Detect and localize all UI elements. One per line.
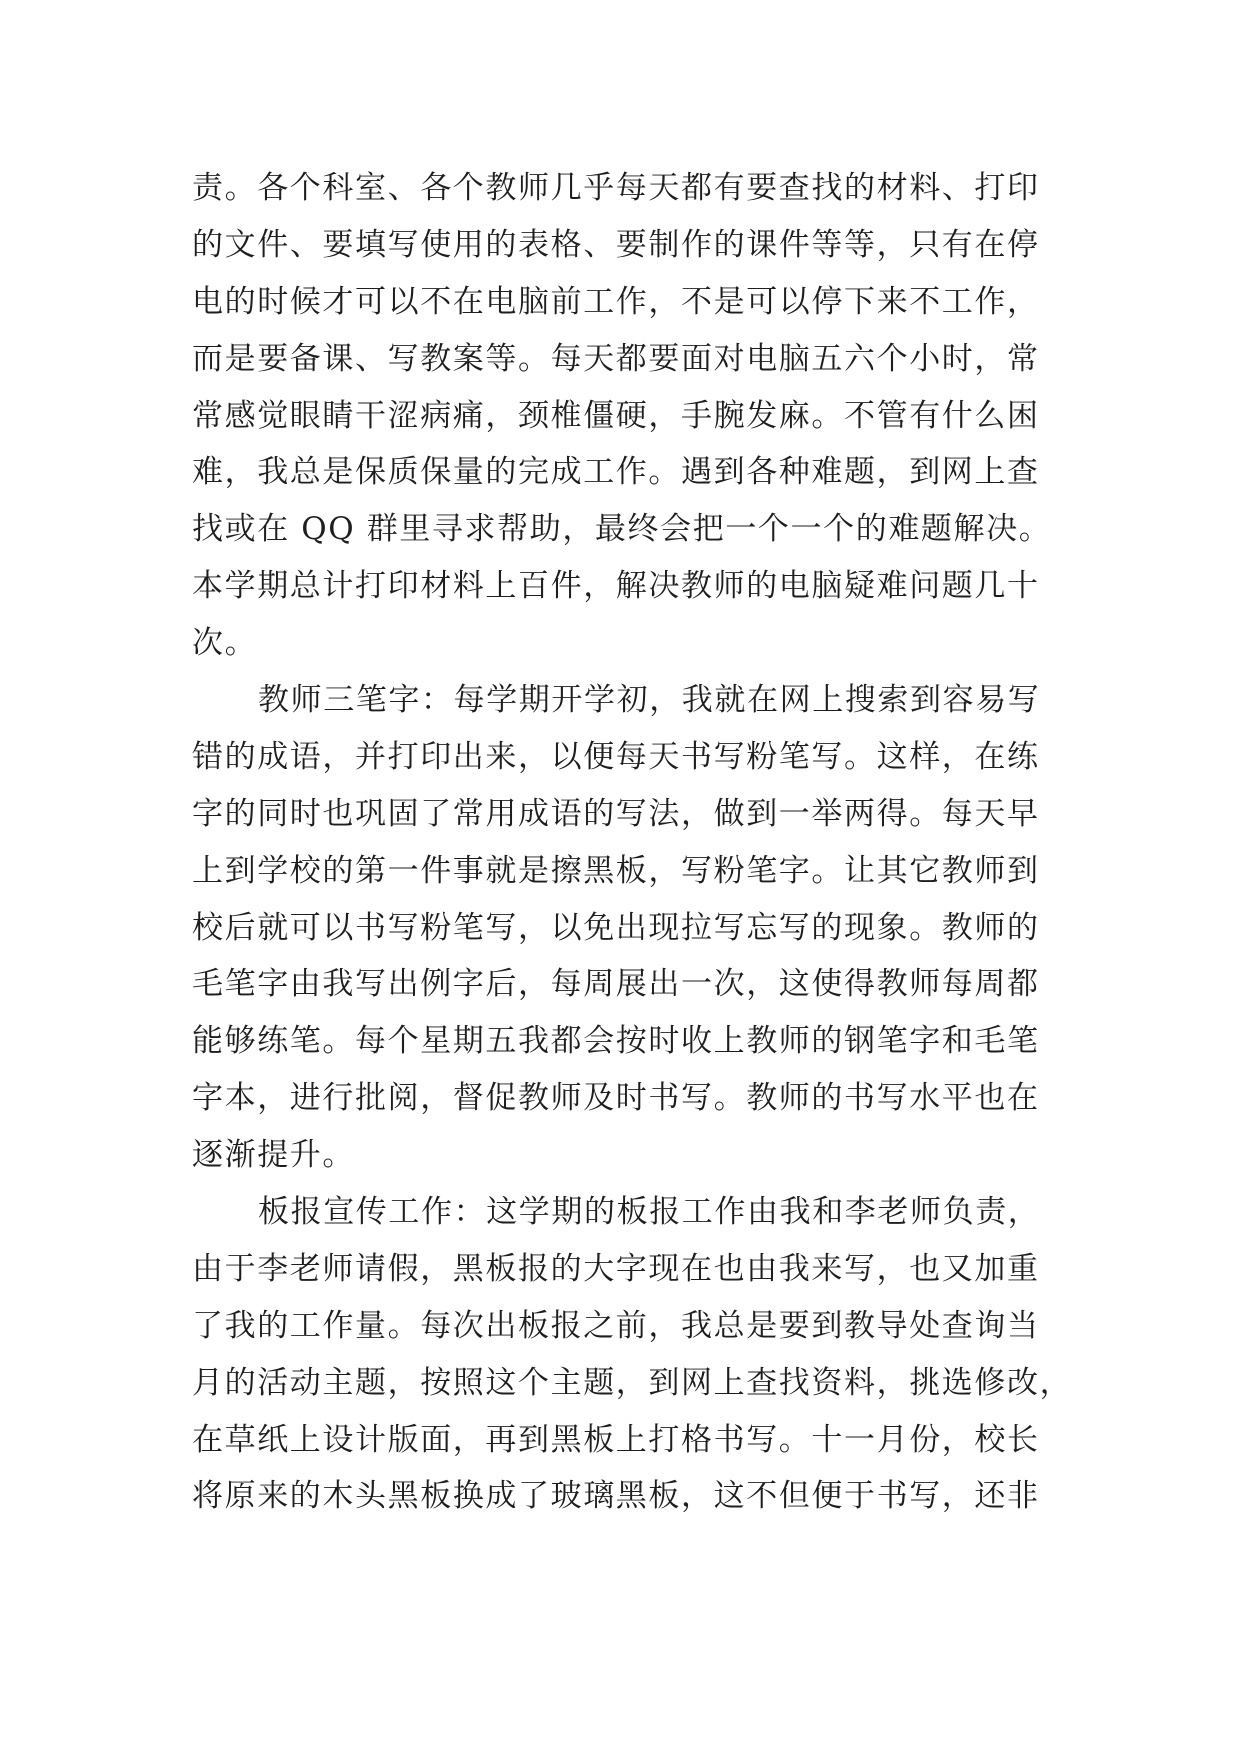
paragraph	[192, 672, 1068, 1184]
text-line: 了我的工作量。每次出板报之前，我总是要到教导处查询当	[192, 1307, 1040, 1344]
paragraph	[192, 1184, 1073, 1525]
text-line: 校后就可以书写粉笔写，以免出现拉写忘写的现象。教师的	[192, 909, 1040, 946]
text-line: 而是要备课、写教案等。每天都要面对电脑五六个小时，常	[192, 340, 1040, 377]
text-line: 逐渐提升。	[192, 1137, 355, 1174]
text-line: 字本，进行批阅，督促教师及时书写。教师的书写水平也在	[192, 1080, 1040, 1117]
text-line: 找或在 QQ 群里寻求帮助，最终会把一个一个的难题解决。	[192, 511, 1052, 548]
text-line: 月的活动主题，按照这个主题，到网上查找资料，挑选修改，	[192, 1364, 1073, 1401]
text-line: 次。	[192, 625, 258, 662]
text-line: 责。各个科室、各个教师几乎每天都有要查找的材料、打印	[192, 170, 1040, 206]
text-line: 由于李老师请假，黑板报的大字现在也由我来写，也又加重	[192, 1250, 1040, 1287]
text-line: 板报宣传工作：这学期的板报工作由我和李老师负责，	[258, 1194, 1041, 1231]
text-line: 将原来的木头黑板换成了玻璃黑板，这不但便于书写，还非	[192, 1478, 1040, 1515]
text-line: 电的时候才可以不在电脑前工作，不是可以停下来不工作，	[192, 283, 1040, 320]
text-line: 上到学校的第一件事就是擦黑板，写粉笔字。让其它教师到	[192, 852, 1040, 889]
body-text	[192, 160, 1073, 1525]
text-line: 难，我总是保质保量的完成工作。遇到各种难题，到网上查	[192, 454, 1040, 491]
text-line: 常感觉眼睛干涩病痛，颈椎僵硬，手腕发麻。不管有什么困	[192, 397, 1040, 434]
text-line: 错的成语，并打印出来，以便每天书写粉笔写。这样，在练	[192, 738, 1040, 775]
text-line: 本学期总计打印材料上百件，解决教师的电脑疑难问题几十	[192, 568, 1040, 605]
text-line: 能够练笔。每个星期五我都会按时收上教师的钢笔字和毛笔	[192, 1023, 1040, 1060]
text-line: 教师三笔字：每学期开学初，我就在网上搜索到容易写	[258, 682, 1041, 719]
text-line: 的文件、要填写使用的表格、要制作的课件等等，只有在停	[192, 226, 1040, 263]
text-line: 毛笔字由我写出例字后，每周展出一次，这使得教师每周都	[192, 966, 1040, 1003]
text-line: 字的同时也巩固了常用成语的写法，做到一举两得。每天早	[192, 795, 1040, 832]
text-line: 在草纸上设计版面，再到黑板上打格书写。十一月份，校长	[192, 1421, 1040, 1458]
paragraph	[192, 160, 1068, 672]
